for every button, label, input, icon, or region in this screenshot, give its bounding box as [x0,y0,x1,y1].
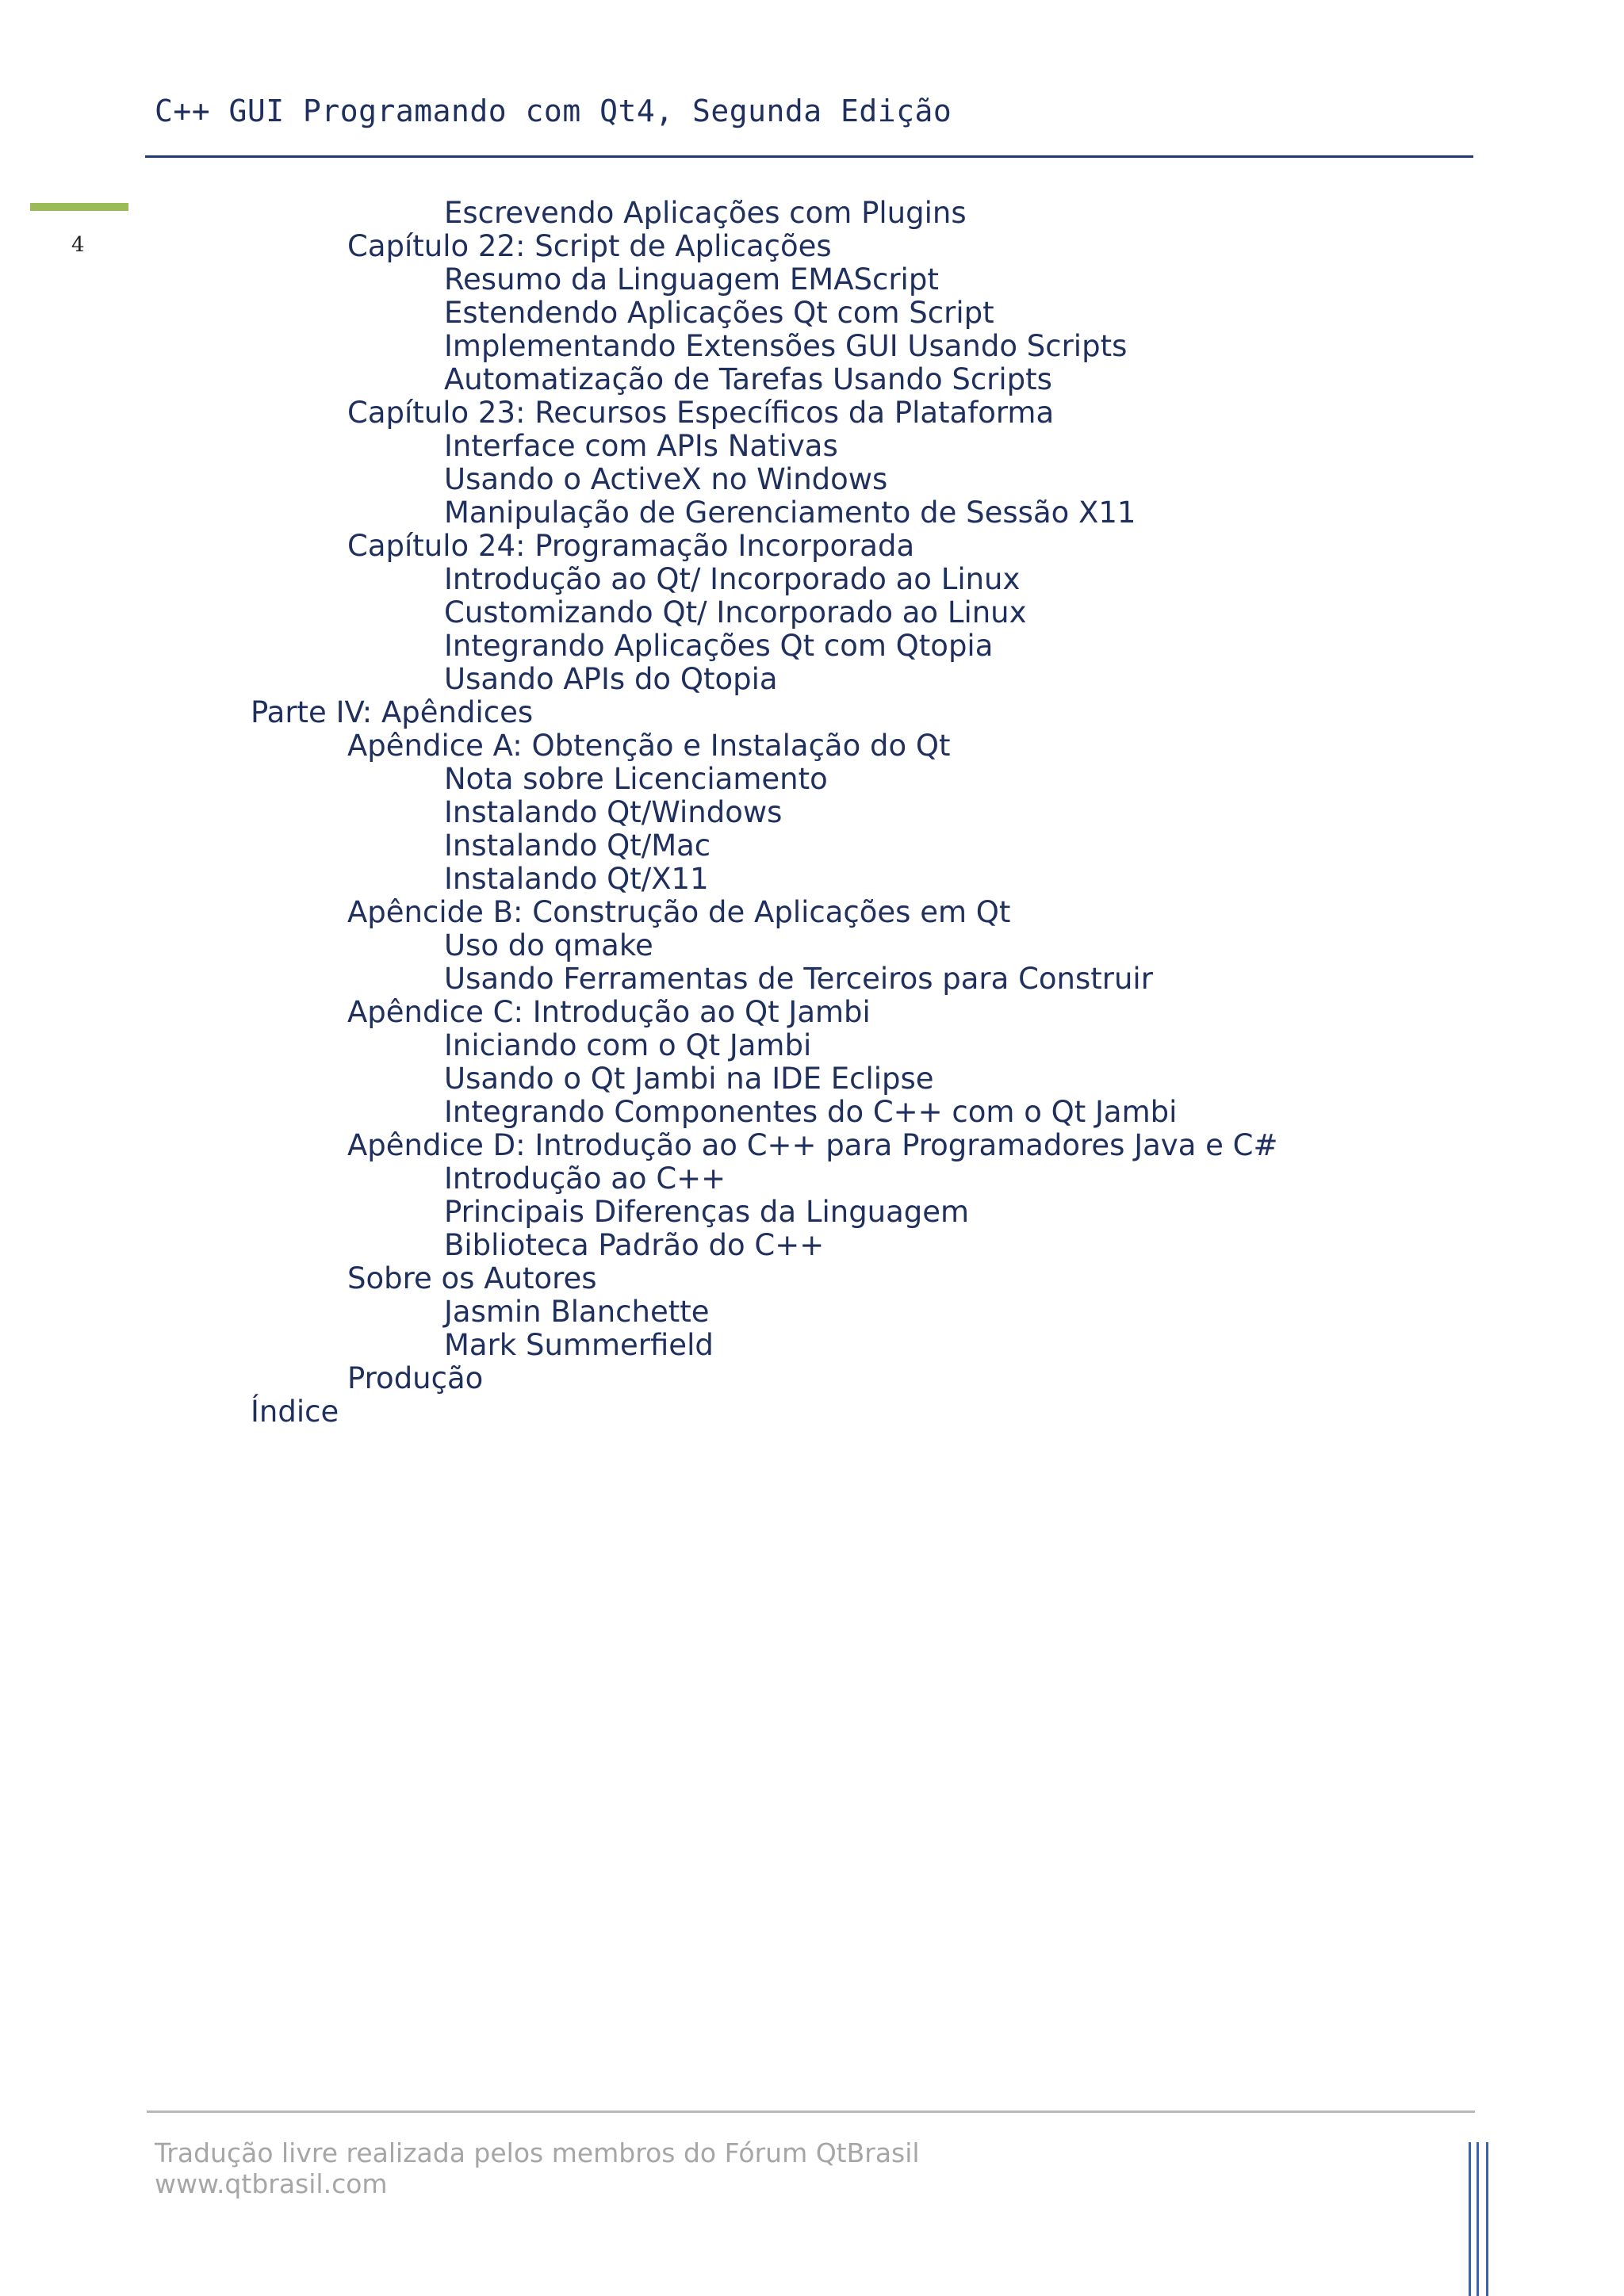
toc-entry: Biblioteca Padrão do C++ [444,1228,825,1262]
toc-entry: Integrando Componentes do C++ com o Qt Jambi [444,1095,1178,1129]
page-number: 4 [71,233,85,257]
toc-entry: Jasmin Blanchette [444,1295,710,1329]
toc-entry: Introdução ao Qt/ Incorporado ao Linux [444,562,1021,596]
toc-entry: Apêncide B: Construção de Aplicações em Qt [347,895,1011,929]
toc-entry: Apêndice A: Obtenção e Instalação do Qt [347,729,951,763]
toc-entry: Interface com APIs Nativas [444,429,838,463]
toc-entry: Nota sobre Licenciamento [444,762,828,796]
page-header-title: C++ GUI Programando com Qt4, Segunda Edição [155,94,952,128]
toc-entry: Implementando Extensões GUI Usando Scripts [444,329,1128,363]
toc-entry: Iniciando com o Qt Jambi [444,1028,812,1062]
toc-entry: Capítulo 24: Programação Incorporada [347,529,915,563]
toc-entry: Resumo da Linguagem EMAScript [444,262,939,297]
toc-entry: Manipulação de Gerenciamento de Sessão X11 [444,496,1136,530]
footer-credit: Tradução livre realizada pelos membros do Fórum QtBrasil [155,2137,920,2168]
page-footer [155,2137,920,2199]
footer-vertical-bar [1486,2142,1488,2296]
footer-vertical-bar [1477,2142,1479,2296]
toc-entry: Apêndice D: Introdução ao C++ para Programadores Java e C# [347,1128,1278,1162]
footer-vertical-bar [1469,2142,1471,2296]
toc-entry: Uso do qmake [444,928,653,962]
toc-entry: Produção [347,1361,484,1395]
toc-entry: Índice [251,1395,339,1429]
toc-entry: Apêndice C: Introdução ao Qt Jambi [347,995,871,1029]
toc-entry: Automatização de Tarefas Usando Scripts [444,362,1052,396]
table-of-contents [0,197,1388,1429]
header-divider [145,155,1473,158]
toc-entry: Sobre os Autores [347,1261,597,1295]
toc-entry: Capítulo 22: Script de Aplicações [347,229,832,263]
toc-entry: Usando o Qt Jambi na IDE Eclipse [444,1062,934,1096]
toc-entry: Instalando Qt/X11 [444,862,709,896]
footer-divider [147,2110,1475,2113]
toc-entry: Introdução ao C++ [444,1161,726,1196]
toc-entry: Estendendo Aplicações Qt com Script [444,296,994,330]
toc-entry: Capítulo 23: Recursos Específicos da Plataforma [347,396,1055,430]
toc-entry: Usando o ActiveX no Windows [444,462,888,496]
toc-entry: Integrando Aplicações Qt com Qtopia [444,629,994,663]
toc-entry: Instalando Qt/Windows [444,795,783,829]
toc-entry: Escrevendo Aplicações com Plugins [444,196,967,230]
toc-entry: Usando Ferramentas de Terceiros para Construir [444,962,1153,996]
toc-entry: Customizando Qt/ Incorporado ao Linux [444,595,1027,629]
toc-entry: Usando APIs do Qtopia [444,662,778,696]
footer-website: www.qtbrasil.com [155,2168,388,2199]
toc-entry: Mark Summerfield [444,1328,714,1362]
toc-entry: Parte IV: Apêndices [251,695,534,729]
toc-entry: Instalando Qt/Mac [444,828,711,863]
toc-entry: Principais Diferenças da Linguagem [444,1195,970,1229]
